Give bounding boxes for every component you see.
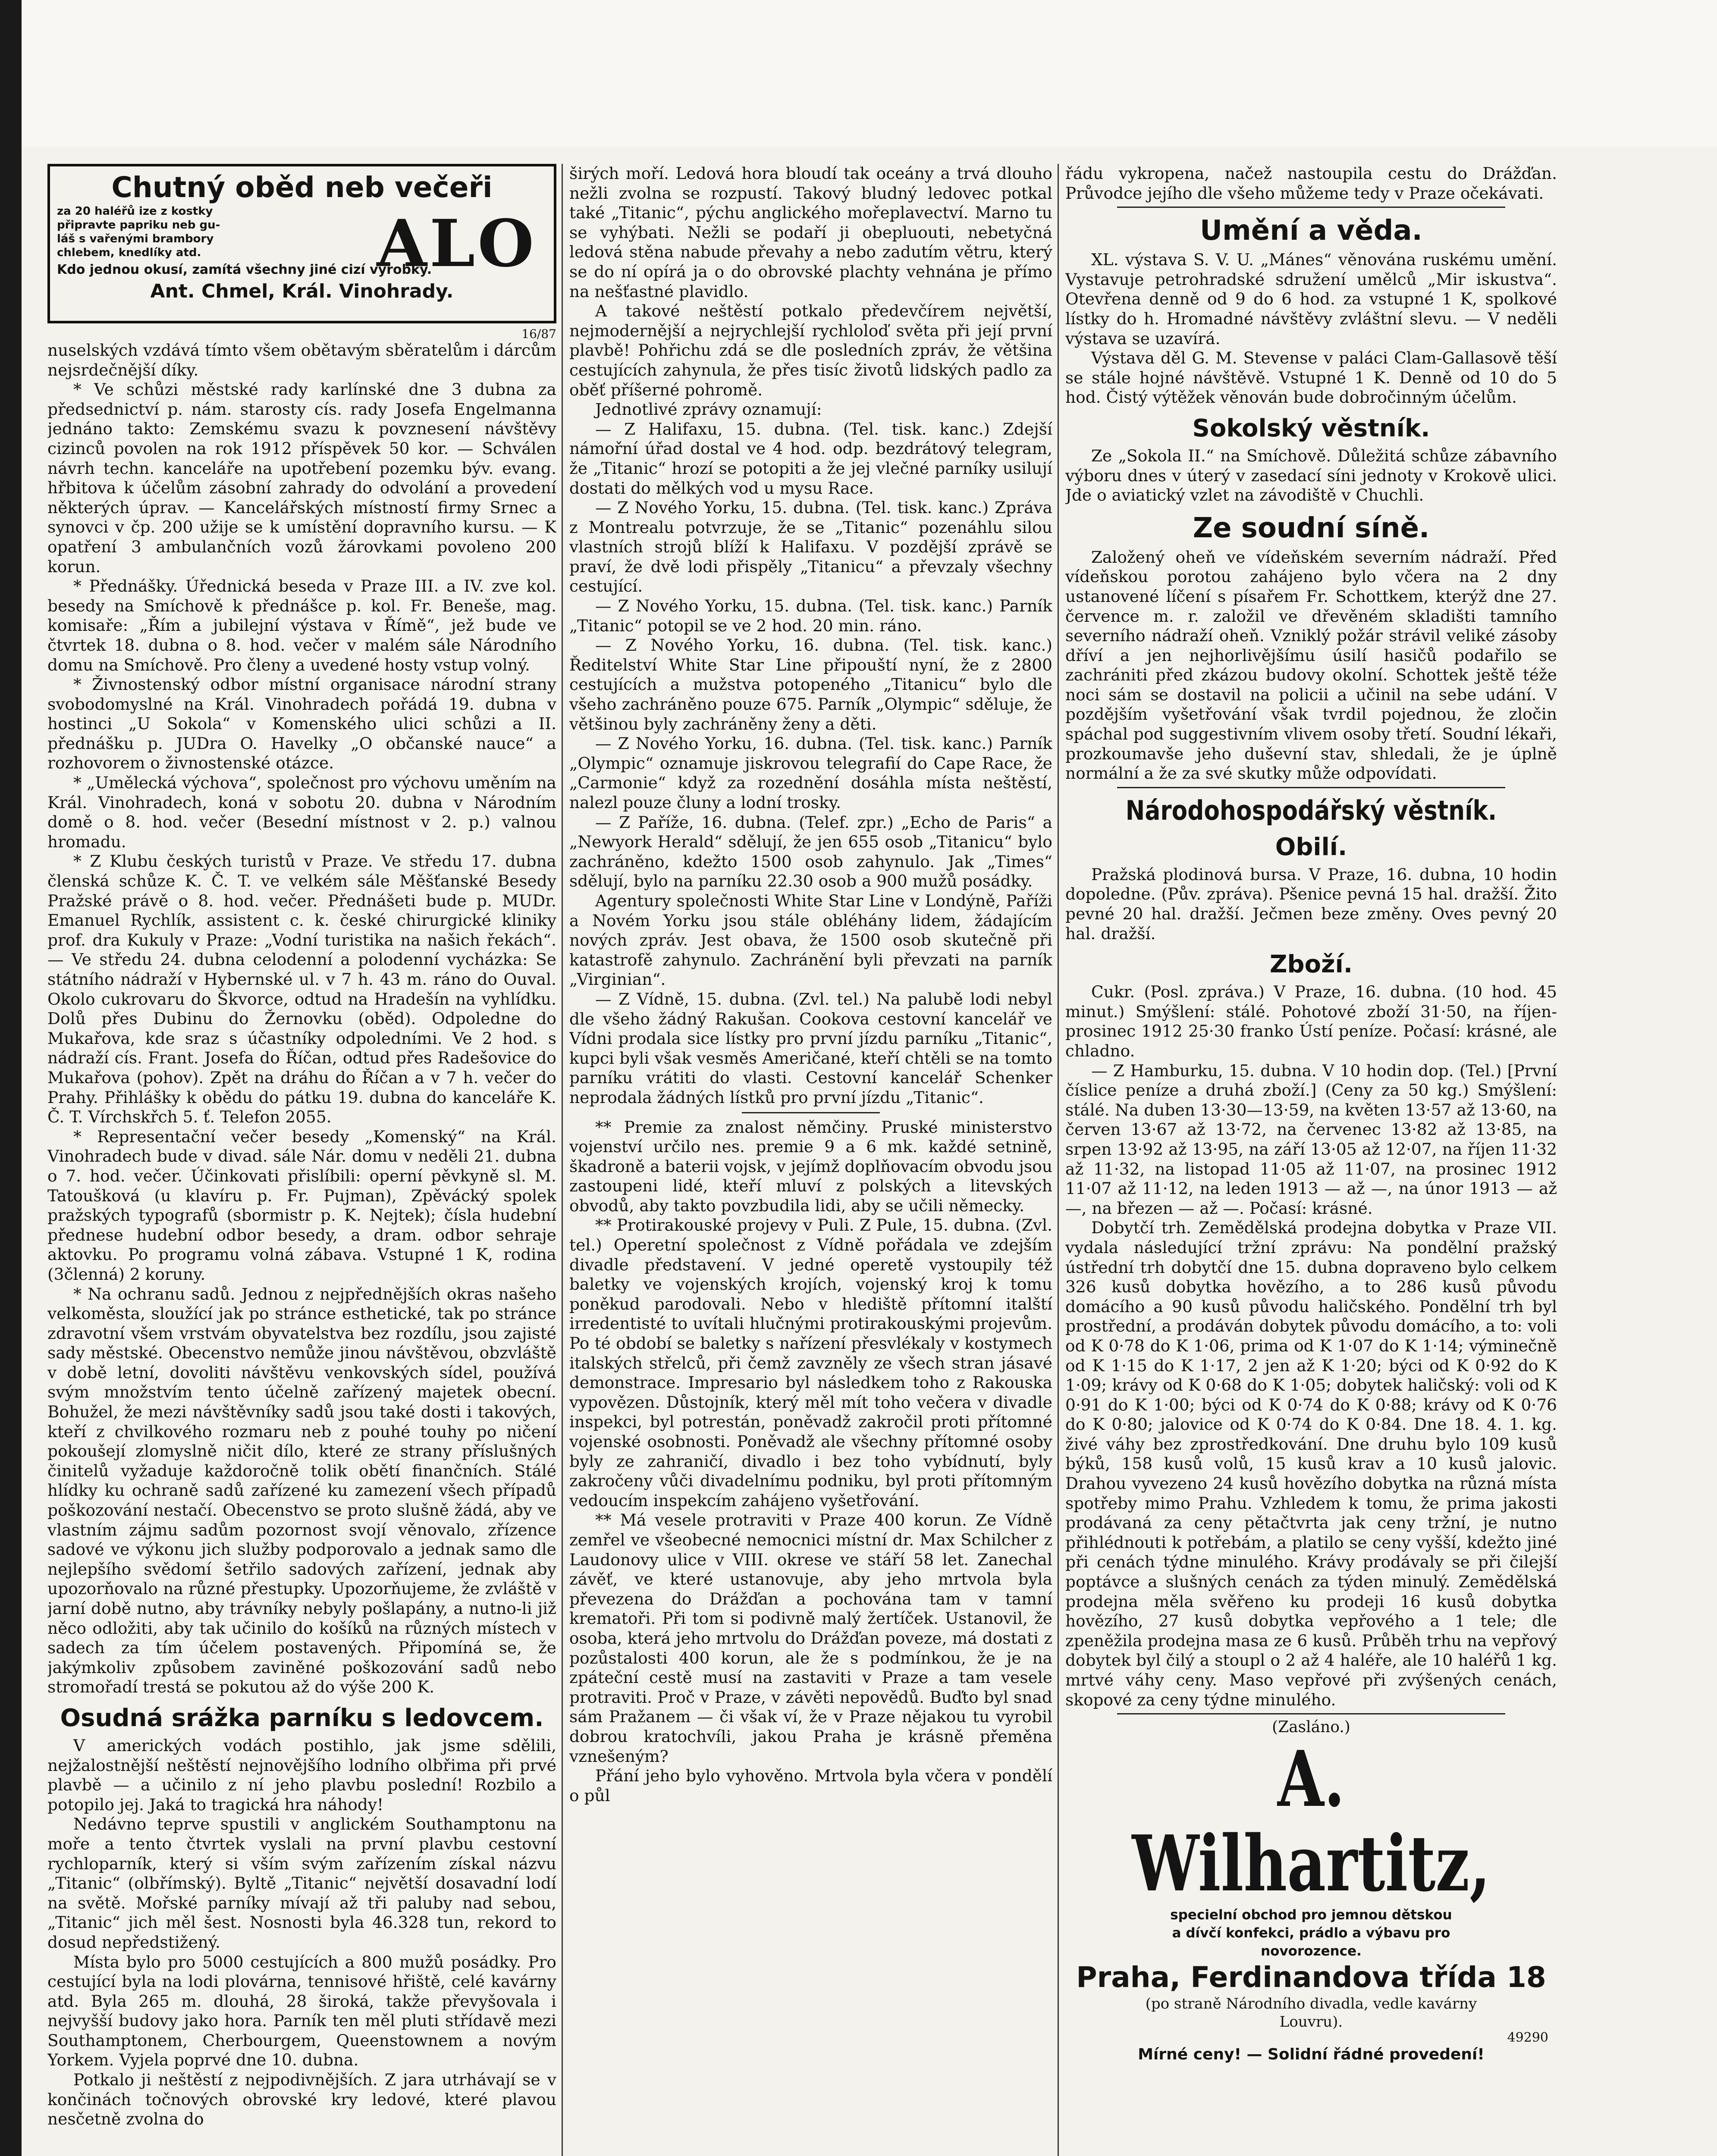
alo-ad-number: 16/87	[521, 327, 556, 341]
wilhartitz-location-2: Louvru).	[1279, 2013, 1343, 2031]
goods-subheading: Zboží.	[1269, 950, 1353, 979]
news-paragraph: ** Má vesele protraviti v Praze 400 korun. Ze Vídně zemřel ve všeobecné nemocnici místní dr. Max Schilcher z Laudonovy ulice v VIII. okrese ve stáří 58 let. Zanechal závěť, ve které ustanovuje, aby jeho mrtvola byla převezena do Drážďan a pochována tam v tamní krematoři. Při tom si podivně malý žertíček. Ustanovil, že osoba, která jeho mrtvolu do Drážďan poveze, má dostati z pozůstalosti 400 korun, ale že s podmínkou, že je na zpáteční cestě musí na zastaviti v Praze a tam vesele protraviti. Proč v Praze, v závěti nepovědů. Buďto byl snad sám Pražanem — či však ví, že v Praze nějakou tu vyrobil dobrou kratochvíli, jakou Praha je krásně přeměna vznešeným?	[569, 1510, 1052, 1766]
column-2	[569, 164, 1052, 2156]
dispatch-paragraph: — Z Paříže, 16. dubna. (Telef. zpr.) „Echo de Paris“ a „Newyork Herald“ sdělují, že jen 655 osob „Titanicu“ bylo zachráněno, kdežto 1500 osob zahynulo. Jak „Times“ sdělují, bylo na parníku 22.30 osob a 900 mužů posádky.	[569, 812, 1052, 891]
wilhartitz-address: Praha, Ferdinandova třída 18	[1076, 1961, 1546, 1994]
article-paragraph: A takové neštěstí potkalo předevčírem největší, nejmodernější a nejrychlejší rychloloď světa při její první plavbě! Pohřichu zdá se dle posledních zpráv, že většina cestujících zahynula, že přes tisíc životů lidských padlo za oběť příšerné pohromě.	[569, 301, 1052, 399]
court-section-headline: Ze soudní síně.	[1193, 512, 1430, 544]
page-top-margin	[0, 0, 1717, 147]
news-paragraph: Ze „Sokola II.“ na Smíchově. Důležitá schůze zábavního výboru dnes v úterý v zasedací síni jednoty v Krokově ulici. Jde o aviatický vzlet na závodiště v Chuchli.	[1065, 446, 1557, 505]
alo-ad-signature: Ant. Chmel, Král. Vinohrady.	[150, 280, 454, 302]
dispatch-paragraph: — Z Nového Yorku, 16. dubna. (Tel. tisk. kanc.) Parník „Olympic“ oznamuje jiskrovou telegrafií do Cape Race, že „Carmonie“ když za rozednění dosáhla místa neštěstí, nalezl pouze čluny a lodní trosky.	[569, 734, 1052, 812]
section-divider	[1117, 207, 1505, 208]
wilhartitz-location-1: (po straně Národního divadla, vedle kavárny	[1145, 1995, 1477, 2013]
article-paragraph: Místa bylo pro 5000 cestujících a 800 mužů posádky. Pro cestující byla na lodi plovárna, tennisové hřiště, celé kavárny atd. Byla 265 m. dlouhá, 28 široká, takže převyšovala i nejvyšší budovy jako hora. Parník ten měl pluti střídavě mezi Southamptonem, Cherbourgem, Queenstownem a novým Yorkem. Vyjela poprvé dne 10. dubna.	[47, 1952, 556, 2070]
column-1	[47, 164, 556, 2156]
news-paragraph: ** Premie za znalost němčiny. Pruské ministerstvo vojenství určilo nes. premie 9 a 6 mk. každé setnině, škadroně a baterii vojsk, v jejímž doplňovacím obvodu jsou zastoupeni lidé, kteří mluví z polských a litevských obvodů, aby takto povzbudila lidi, aby se učili německy.	[569, 1117, 1052, 1215]
alo-brand: ALO	[377, 206, 537, 282]
alo-ad-line-1: za 20 haléřů ize z kostky	[57, 205, 213, 218]
wilhartitz-advertisement	[1065, 1718, 1557, 2065]
alo-ad-claim: Kdo jednou okusí, zamítá všechny jiné cizí výrobky.	[57, 262, 432, 277]
economy-section-headline: Národohospodářský věstník.	[1125, 794, 1497, 826]
news-paragraph: Výstava děl G. M. Stevense v paláci Clam-Gallasově těší se stále hojné návštěvě. Vstupné 1 K. Denně od 10 do 5 hod. Čistý výtěžek věnován bude dobročinným účelům.	[1065, 348, 1557, 407]
section-divider	[742, 1112, 880, 1113]
dispatch-paragraph: — Z Vídně, 15. dubna. (Zvl. tel.) Na palubě lodi nebyl dle všeho žádný Rakušan. Cookova cestovní kancelář ve Vídni prodala sice lístky pro první jízdu parníku „Titanic“, kupci byli však vesměs Američané, kteří chtěli se na tomto parníku vrátiti do vlasti. Cestovní kancelář Schenker neprodala žádných lístků pro první jízdu „Titanic“.	[569, 989, 1052, 1107]
news-paragraph: Přání jeho bylo vyhověno. Mrtvola byla včera v pondělí o půl	[569, 1766, 1052, 1805]
article-paragraph: Potkalo ji neštěstí z nejpodivnějších. Z jara utrhávají se v končinách točnových obrovské kry ledové, které plavou nesčetně zvolna do	[47, 2070, 556, 2129]
section-divider	[1117, 1713, 1505, 1714]
alo-advertisement	[47, 164, 556, 323]
alo-ad-line-3: láš s vařenými brambory	[57, 232, 214, 245]
news-paragraph: * Representační večer besedy „Komenský“ na Král. Vinohradech bude v divad. sále Nár. domu v neděli 21. dubna o 7. hod. večer. Účinkovati přislíbili: operní pěvkyně sl. M. Tatoušková (u klavíru p. Fr. Pujman), Zpěvácký spolek pražských typografů (sbormistr p. K. Nejtek); čísla hudební přednese hudební odbor besedy, a dram. odbor sehraje aktovku. Po programu volná zábava. Vstupné 1 K, rodina (3členná) 2 koruny.	[47, 1127, 556, 1284]
column-3	[1065, 164, 1557, 2156]
news-paragraph: Pražská plodinová bursa. V Praze, 16. dubna, 10 hodin dopoledne. (Pův. zpráva). Pšenice pevná 15 hal. dražší. Žito pevné 20 hal. dražší. Ječmen beze změny. Oves pevný 20 hal. dražší.	[1065, 865, 1557, 943]
sokol-section-headline: Sokolský věstník.	[1192, 414, 1430, 442]
article-paragraph: řádu vykropena, načež nastoupila cestu do Drážďan. Průvodce jejího dle všeho můžeme tedy v Praze očekávati.	[1065, 164, 1557, 203]
wilhartitz-ad-number: 49290	[1507, 2030, 1548, 2046]
news-paragraph: * Z Klubu českých turistů v Praze. Ve středu 17. dubna členská schůze K. Č. T. ve velkém sále Měšťanské Besedy Pražské právě o 8. hod. večer. Přednášeti bude p. MUDr. Emanuel Rychlík, assistent c. k. české chirurgické kliniky prof. dra Kukuly v Praze: „Vodní turistika na našich řekách“. — Ve středu 24. dubna celodenní a polodenní vycházka: Se státního nádraží v Hybernské ul. v 7 h. 43 m. ráno do Ouval. Okolo cukrovaru do Škvorce, odtud na Hradešín na vyhlídku. Dolů přes Dubinu do Žernovku (oběd). Odpoledne do Mukařova, kde sraz s účastníky odpoledními. Ve 2 hod. s nádraží cís. Frant. Josefa do Říčan, odtud přes Radešovice do Mukařova (pohov). Zpět na dráhu do Říčan a v 7 h. večer do Prahy. Přihlášky k obědu do pátku 19. dubna do kanceláře K. Č. T. Vírchskřch 5. ť. Telefon 2055.	[47, 852, 556, 1127]
news-paragraph: Cukr. (Posl. zpráva.) V Praze, 16. dubna. (10 hod. 45 minut.) Smýšlení: stálé. Pohotové zboží 31·50, na říjen-prosinec 1912 25·30 franko Ústí peníze. Počasí: krásné, ale chladno.	[1065, 982, 1557, 1060]
article-paragraph: Nedávno teprve spustili v anglickém Southamptonu na moře a tento čtvrtek vyslali na první plavbu cestovní rychloparník, který si vším svým zařízením získal názvu „Titanic“ (olbřímský). Byltě „Titanic“ největší dosavadní lodí na světě. Mořské parníky mívají až tři paluby nad sebou, „Titanic“ jich měl šest. Nosnosti byla 46.328 tun, rekord to dosud nepředstižený.	[47, 1814, 556, 1952]
news-paragraph: * Živnostenský odbor místní organisace národní strany svobodomyslné na Král. Vinohradech pořádá 19. dubna v hostinci „U Sokola“ v Komenského ulici schůzi a II. přednášku p. JUDra O. Havelky „O občanské nauce“ a rozhovorem o živnostenské otázce.	[47, 675, 556, 773]
news-paragraph: * „Umělecká výchova“, společnost pro výchovu uměním na Král. Vinohradech, koná v sobotu 20. dubna v Národním domě o 8. hod. večer (Besední místnost v 2. p.) valnou hromadu.	[47, 773, 556, 851]
news-paragraph: * Přednášky. Úřednická beseda v Praze III. a IV. zve kol. besedy na Smíchově k přednášce p. kol. Fr. Beneše, mag. komisaře: „Řím a jubilejní výstava v Římě“, jež bude ve čtvrtek 18. dubna o 8. hod. večer v malém sále Národního domu na Smíchově. Pro členy a uvedené hosty vstup volný.	[47, 577, 556, 674]
wilhartitz-line-1: specielní obchod pro jemnou dětskou	[1170, 1907, 1452, 1923]
news-paragraph: * Na ochranu sadů. Jednou z nejpřednějších okras našeho velkoměsta, sloužící jak po stránce esthetické, tak po stránce zdravotní všem vrstvám obyvatelstva bez rozdílu, jsou zajisté sady městské. Obecenstvo nemůže jinou návštěvou, obzvláště v době letní, dovoliti návštěvu venkovských sídel, používá svým množstvím tento účelně zařízený majetek obecní. Bohužel, že mezi návštěvníky sadů jsou také dosti i takových, kteří z chvilkového rozmaru neb z pouhé touhy po ničení pokoušejí zlomyslně ničit dílo, které ze strany příslušných činitelů vyžaduje každoročně tolik obětí finančních. Stálé hlídky ku ochraně sadů zařízené ku zamezení všech případů poškozování nestačí. Obecenstvo se proto slušně žádá, aby ve vlastním zájmu sadům pozornost svojí věnovalo, zřízence sadové ve výkonu jich služby podporovalo a jednak samo dle nejlepšího svědomí šetřilo sadových zařízení, jednak aby upozorňovalo na různé přestupky. Upozorňujeme, že zvláště v jarní době nutno, aby trávníky nebyly pošlapány, a nutno-li již něco odložiti, aby tak učinilo do košíků na různých místech v sadech za tím účelem postavených. Připomíná se, že jakýmkoliv způsobem zaviněné poškozování sadů nebo stromořadí trestá se pokutou až do výše 200 K.	[47, 1284, 556, 1697]
alo-ad-title: Chutný oběd neb večeři	[111, 171, 493, 204]
dispatch-paragraph: — Z Nového Yorku, 16. dubna. (Tel. tisk. kanc.) Ředitelství White Star Line připouští nyní, že z 2800 cestujících a mužstva potopeného „Titanicu“ bylo dle všeho zachráněno pouze 675. Parník „Olympic“ sděluje, že většinou byly zachráněny ženy a děti.	[569, 636, 1052, 733]
news-paragraph: — Z Hamburku, 15. dubna. V 10 hodin dop. (Tel.) [První číslice peníze a druhá zboží.] (Ceny za 50 kg.) Smýšlení: stálé. Na duben 13·30—13·59, na květen 13·57 až 13·60, na červen 13·67 až 13·72, na červenec 13·82 až 13·85, na srpen 13·92 až 13·95, na září 13·05 až 12·07, na říjen 11·32 až 11·32, na listopad 11·05 až 11·07, na prosinec 1912 11·07 až 11·12, na leden 1913 — až —, na únor 1913 — až —, na březen — až —. Počasí: krásné.	[1065, 1061, 1557, 1218]
news-paragraph: * Ve schůzi městské rady karlínské dne 3 dubna za předsednictví p. nám. starosty cís. rady Josefa Engelmanna jednáno takto: Zemskému svazu k povznesení návštěvy cizinců povolen na rok 1912 příspěvek 50 kor. — Schválen návrh techn. kanceláře na upotřebení pozemku býv. evang. hřbitova k účelům zásobní zahrady do odvolání a provedení některých úprav. — Kancelářských místností firmy Srnec a synovci v čp. 200 užije se k umístění dopravního kursu. — K opatření 3 ambulančních vozů žárovkami povoleno 200 korun.	[47, 380, 556, 576]
dispatch-paragraph: — Z Halifaxu, 15. dubna. (Tel. tisk. kanc.) Zdejší námořní úřad dostal ve 4 hod. odp. bezdrátový telegram, že „Titanic“ hrozí se potopiti a že jej vlečné parníky usilují dostati do mělkých vod u mysu Race.	[569, 419, 1052, 498]
column-rule-2	[1058, 164, 1059, 2156]
alo-ad-line-4: chlebem, knedlíky atd.	[57, 246, 201, 259]
wilhartitz-line-3: novorozence.	[1261, 1943, 1362, 1959]
wilhartitz-line-2: a dívčí konfekci, prádlo a výbavu pro	[1172, 1925, 1450, 1941]
art-section-headline: Umění a věda.	[1200, 215, 1422, 247]
dispatch-paragraph: — Z Nového Yorku, 15. dubna. (Tel. tisk. kanc.) Zpráva z Montrealu potvrzuje, že se „Titanic“ pozenáhlu silou vlastních strojů blíží k Halifaxu. V pozdější zprávě se praví, že dvě lodi přispěly „Titanicu“ a převzaly všechny cestující.	[569, 498, 1052, 596]
zaslano-label: (Zasláno.)	[1272, 1718, 1350, 1736]
titanic-article-headline: Osudná srážka parníku s ledovcem.	[60, 1704, 544, 1732]
dispatch-paragraph: — Z Nového Yorku, 15. dubna. (Tel. tisk. kanc.) Parník „Titanic“ potopil se ve 2 hod. 20 min. ráno.	[569, 596, 1052, 635]
alo-ad-line-2: připravte papriku neb gu-	[57, 219, 220, 232]
page-left-edge	[0, 0, 22, 2156]
article-paragraph: širých moří. Ledová hora bloudí tak oceány a trvá dlouho nežli zvolna se rozpustí. Takový bludný ledovec potkal také „Titanic“, pýchu anglického mořeplavectví. Marno tu se vyhýbati. Nežli se podaří ji obepluouti, nebetyčná ledová stěna nabude převahy a nebo zadutím větru, který se do ní opírá ja o do obrovské plachty vehnána je přímo na nešťastné plavidlo.	[569, 164, 1052, 301]
column-rule-1	[562, 164, 563, 2156]
wilhartitz-slogan: Mírné ceny! — Solidní řádné provedení!	[1138, 2046, 1485, 2064]
article-paragraph: Jednotlivé zprávy oznamují:	[595, 400, 822, 419]
news-paragraph: Dobytčí trh. Zemědělská prodejna dobytka v Praze VII. vydala následující tržní zprávu: Na pondělní pražský ústřední trh dobytčí dne 15. dubna dopraveno bylo celkem 326 kusů dobytka hovězího, a to 286 kusů původu domácího a 90 kusů původu haličského. Pondělní trh byl prostřední, a prodáván dobytek původu domácího, a to: voli od K 0·78 do K 1·06, prima od K 1·07 do K 1·14; výminečně od K 1·15 do K 1·17, 2 jen až K 1·20; býci od K 0·92 do K 1·09; krávy od K 0·68 do K 1·05; dobytek haličský: voli od K 0·91 do K 1·00; býci od K 0·74 do K 0·88; krávy od K 0·76 do K 0·80; jalovice od K 0·74 do K 0·84. Dne 18. 4. 1. kg. živé váhy bez zprostředkování. Dne druhu bylo 109 kusů býků, 158 kusů volů, 15 kusů krav a 10 kusů jalovic. Drahou vyvezeno 24 kusů hovězího dobytka na různá místa spotřeby mimo Prahu. Vzhledem k tomu, že prima jakosti prodávaná za ceny pětačtvrta jak ceny tržní, je nutno přihlédnouti k potřebám, a platilo se ceny vyšší, kdežto jiné při cenách týdne minulého. Krávy prodávaly se při čilejší poptávce a slušných cenách za týden minulý. Zemědělská prodejna měla svěřeno ku prodeji 16 kusů dobytka hovězího, 27 kusů dobytka vepřového a 1 tele; dle zpeněžila prodejna masa ze 6 kusů. Průběh trhu na vepřový dobytek byl čilý a stoupl o 2 až 4 haléře, ale 10 haléřů 1 kg. mrtvé váhy ceny. Maso vepřové při zvýšených cenách, skopové za ceny týdne minulého.	[1065, 1218, 1557, 1709]
grain-subheading: Obilí.	[1275, 833, 1347, 861]
section-divider	[1117, 787, 1505, 788]
news-paragraph: Založený oheň ve vídeňském severním nádraží. Před vídeňskou porotou zahájeno bylo včera na 2 dny ustanovené líčení s písařem Fr. Schottkem, kterýž dne 27. července m. r. založil ve dřevěném skladišti tamního severního nádraží oheň. Vzniklý požár strávil veliké zásoby dříví a jen nejhorlivějšímu úsilí hasičů podařilo se zachrániti před zkázou budovy okolní. Schottek ještě téže noci sám se dostavil na policii a učinil na sebe udání. V pozdějším vyšetřování však tvrdil pojednou, že zločin spáchal pod suggestivním vlivem osoby třetí. Soudní lékaři, prozkoumavše jeho duševní stav, shledali, že je úplně normální a že za své skutky může odpovídati.	[1065, 547, 1557, 783]
wilhartitz-name: A. Wilhartitz,	[1132, 1734, 1491, 1909]
news-paragraph: XL. výstava S. V. U. „Mánes“ věnována ruskému umění. Vystavuje petrohradské sdružení umělců „Mir iskustva“. Otevřena denně od 9 do 6 hod. za vstupné 1 K, spolkové lístky do h. Hromadné návštěvy zvláštní slevu. — V neděli výstava se uzavírá.	[1065, 250, 1557, 348]
news-paragraph: nuselských vzdává tímto všem obětavým sběratelům i dárcům nejsrdečnější díky.	[47, 341, 556, 379]
dispatch-paragraph: Agentury společnosti White Star Line v Londýně, Paříži a Novém Yorku jsou stále obléhány lidem, žádajícím nových zpráv. Jest obava, že 1500 osob skutečně při katastrofě zahynulo. Zachránění byli převzati na parník „Virginian“.	[569, 891, 1052, 989]
news-paragraph: ** Protirakouské projevy v Puli. Z Pule, 15. dubna. (Zvl. tel.) Operetní společnost z Vídně pořádala ve zdejším divadle představení. V jedné operetě vystoupily též baletky ve vojenských krojích, vojenský kroj k tomu poněkud parodovali. Nebo v hlediště přítomní italští irredentisté to uvítali hlučnými protirakouskými projevům. Po té období se baletky s nařízení přesvlékaly v kostymech italských střelců, při čemž zavzněly ze všech stran jásavé demonstrace. Impresario byl následkem toho z Rakouska vypovězen. Důstojník, který měl mít toho večera v divadle inspekci, byl potrestán, poněvadž zakročil proti přítomné vojenské osobnosti. Poněvadž ale všechny přítomné osoby byly ze zahraničí, divadlo i bez toho vybídnutí, byly zakročeny vůči divadelnímu podniku, byl proti přítomným vedoucím inspekcím zahájeno vyšetřování.	[569, 1216, 1052, 1510]
article-paragraph: V amerických vodách postihlo, jak jsme sdělili, nejžalostnější neštěstí nejnovějšího lodního olbřima při prvé plavbě — a učinilo z ní jeho plavbu poslední! Rozbilo a potopilo jej. Jaká to tragická hra náhody!	[47, 1736, 556, 1814]
